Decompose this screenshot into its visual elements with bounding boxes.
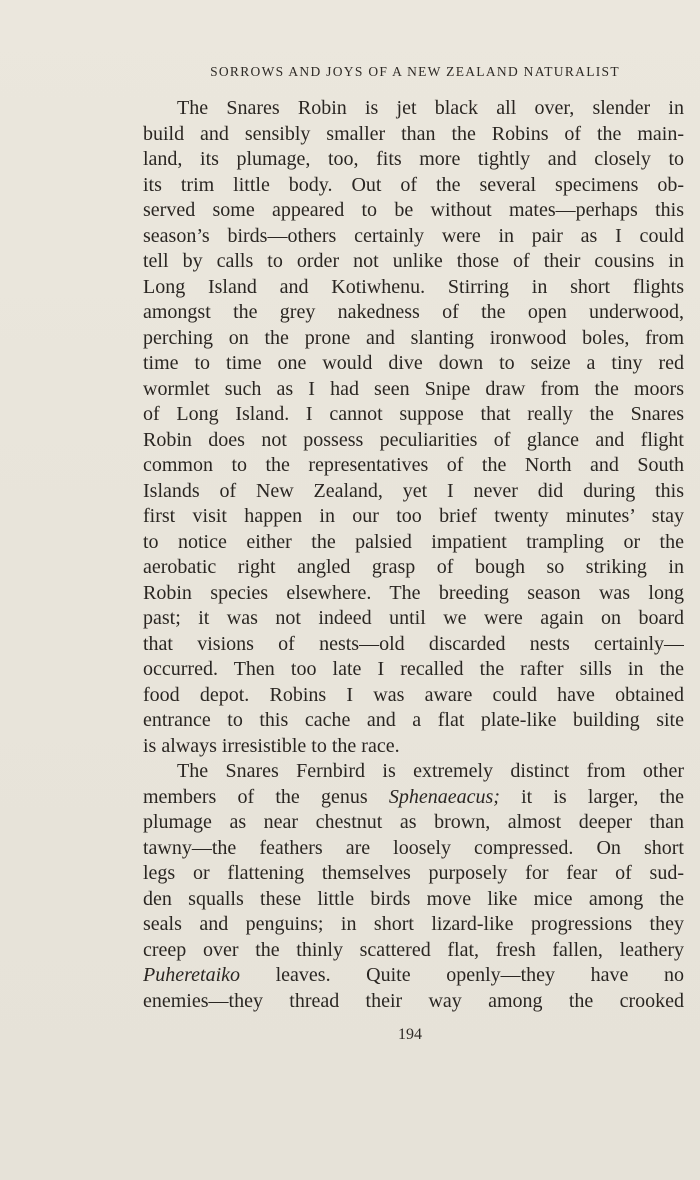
text-line: perching on the prone and slanting ironwood boles, from [143,326,684,349]
paragraph-robin [143,96,684,759]
genus-name: Sphenaeacus; [388,785,500,808]
text-line: build and sensibly smaller than the Robins of the main- [143,122,684,145]
text-line: to notice either the palsied impatient trampling or the [143,530,684,553]
paragraph-fernbird [143,759,684,1014]
text-line: tawny—the feathers are loosely compressed. On short [143,836,684,859]
text-line: enemies—they thread their way among the crooked [143,989,684,1012]
text-line: is always irresistible to the race. [143,734,400,757]
text-run: it is larger, the [499,785,684,808]
text-line: amongst the grey nakedness of the open underwood, [143,301,684,323]
text-line-with-plant [143,963,684,989]
text-line: creep over the thinly scattered flat, fresh fallen, leathery [143,938,684,961]
text-line: that visions of nests—old discarded nests certainly— [143,632,684,655]
text-line: Long Island and Kotiwhenu. Stirring in short flights [143,275,684,298]
text-line: served some appeared to be without mates—perhaps this [143,199,684,221]
text-line-with-genus [143,785,684,811]
text-run: leaves. Quite openly—they have no [240,964,684,986]
text-line: food depot. Robins I was aware could have obtained [143,683,684,706]
text-line: of Long Island. I cannot suppose that really the Snares [143,403,684,425]
text-line: aerobatic right angled grasp of bough so striking in [143,556,684,578]
text-line: first visit happen in our too brief twenty minutes’ stay [143,505,684,527]
running-head: SORROWS AND JOYS OF A NEW ZEALAND NATURALIST [210,64,620,79]
text-line: time to time one would dive down to seize a tiny red [143,352,684,374]
text-line: Islands of New Zealand, yet I never did during this [143,479,684,502]
text-line: Robin does not possess peculiarities of glance and flight [143,428,684,451]
text-line: The Snares Robin is jet black all over, slender in [177,97,684,119]
text-line: plumage as near chestnut as brown, almost deeper than [143,811,684,833]
body-text [143,96,684,1014]
text-line: common to the representatives of the North and South [143,454,684,476]
text-line: legs or flattening themselves purposely for fear of sud- [143,862,684,884]
text-line: The Snares Fernbird is extremely distinct from other [177,760,684,782]
text-line: wormlet such as I had seen Snipe draw from the moors [143,377,684,400]
text-line: den squalls these little birds move like mice among the [143,887,684,910]
text-line: its trim little body. Out of the several specimens ob- [143,173,684,196]
text-line: occurred. Then too late I recalled the rafter sills in the [143,658,684,680]
text-line: tell by calls to order not unlike those of their cousins in [143,250,684,272]
text-line: season’s birds—others certainly were in pair as I could [143,224,684,247]
text-line: Robin species elsewhere. The breeding season was long [143,581,684,604]
text-line: seals and penguins; in short lizard-like progressions they [143,913,684,935]
text-line: past; it was not indeed until we were again on board [143,607,684,629]
text-line: land, its plumage, too, fits more tightly and closely to [143,148,684,170]
page-number: 194 [398,1026,422,1043]
text-run: members of the genus [143,785,389,808]
text-line: entrance to this cache and a flat plate-like building site [143,709,684,731]
plant-name: Puheretaiko [143,964,241,986]
